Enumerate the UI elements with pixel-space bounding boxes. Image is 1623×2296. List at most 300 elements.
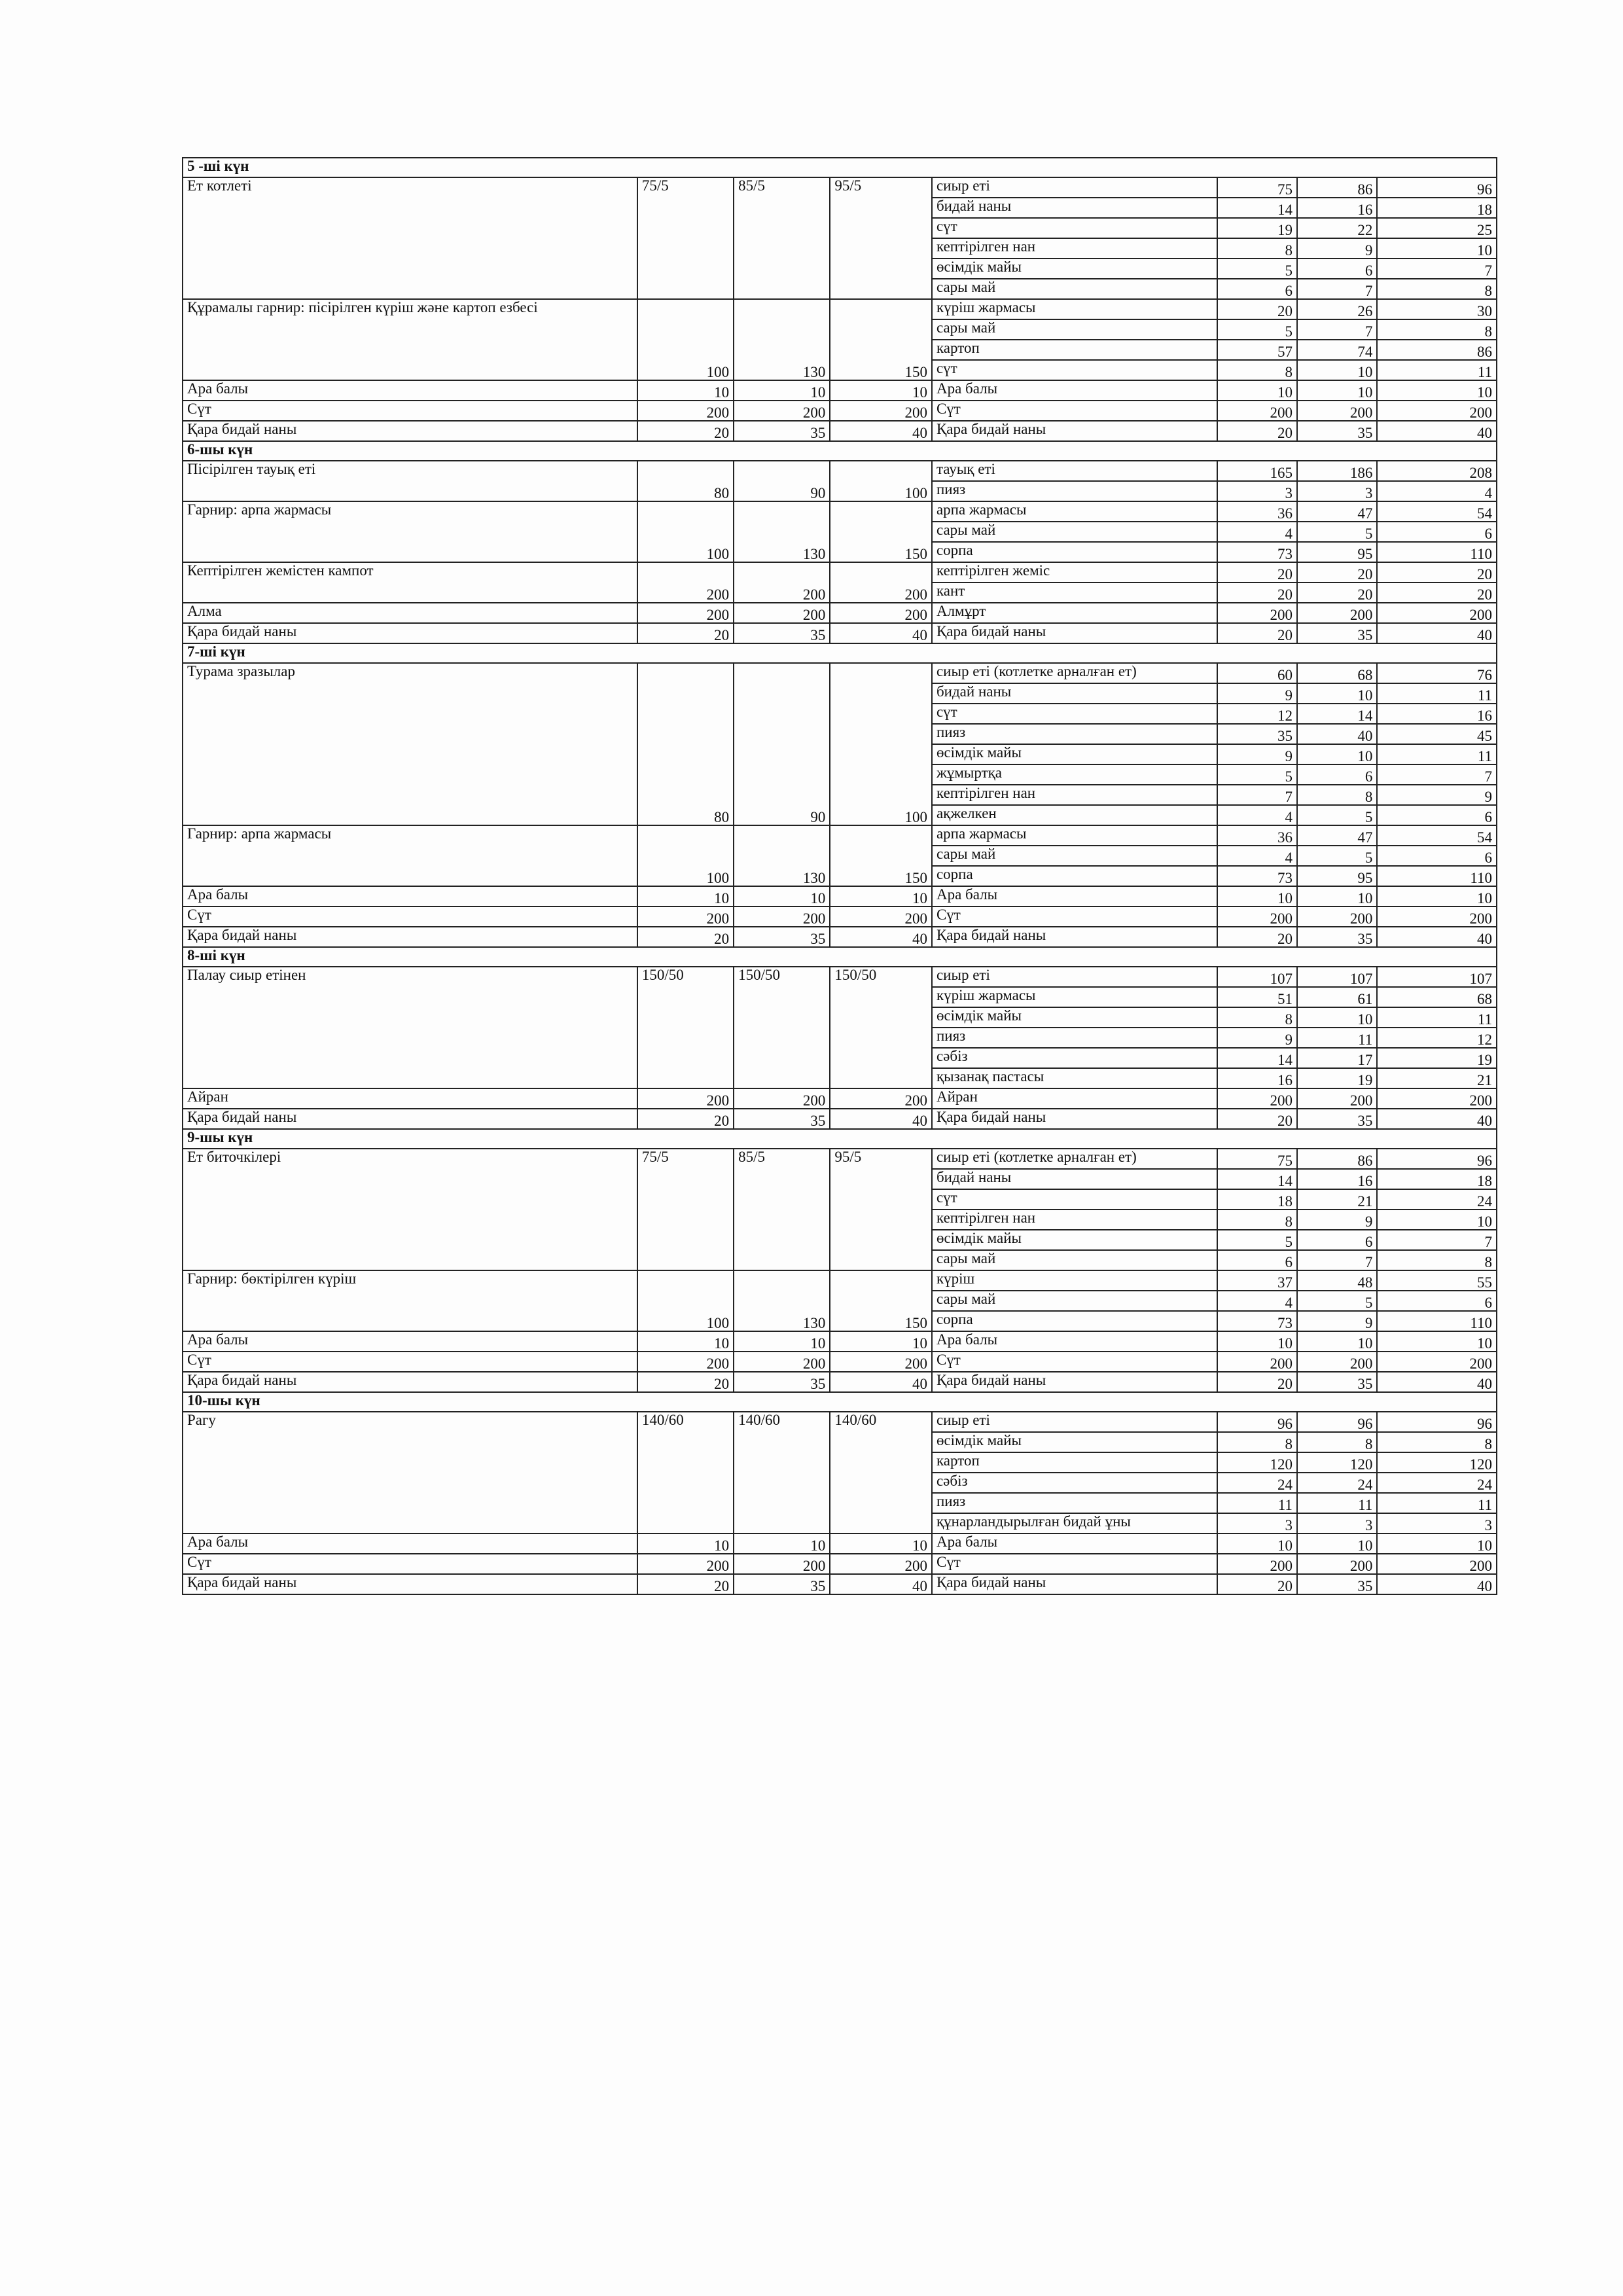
amount-cell: 47	[1297, 825, 1377, 846]
portion-cell: 10	[830, 1331, 932, 1352]
portion-cell: 10	[637, 380, 734, 401]
ingredient-name: Қара бидай наны	[932, 927, 1217, 947]
portion-cell: 200	[637, 906, 734, 927]
amount-cell: 200	[1217, 1088, 1297, 1109]
amount-cell: 24	[1377, 1189, 1497, 1210]
portion-cell: 100	[830, 461, 932, 501]
amount-cell: 20	[1297, 562, 1377, 583]
ingredient-name: Ара балы	[932, 1534, 1217, 1554]
amount-cell: 10	[1377, 1210, 1497, 1230]
amount-cell: 110	[1377, 542, 1497, 562]
ingredient-row	[183, 623, 1497, 643]
portion-cell: 40	[830, 421, 932, 441]
amount-cell: 9	[1297, 238, 1377, 259]
amount-cell: 17	[1297, 1048, 1377, 1068]
amount-cell: 200	[1297, 1352, 1377, 1372]
ingredient-row	[183, 1270, 1497, 1291]
amount-cell: 20	[1297, 583, 1377, 603]
ingredient-name: Айран	[932, 1088, 1217, 1109]
dish-name: Ара балы	[183, 380, 637, 401]
amount-cell: 36	[1217, 501, 1297, 522]
amount-cell: 9	[1297, 1210, 1377, 1230]
amount-cell: 5	[1217, 764, 1297, 785]
amount-cell: 8	[1377, 1432, 1497, 1452]
amount-cell: 120	[1217, 1452, 1297, 1473]
amount-cell: 11	[1377, 1493, 1497, 1513]
amount-cell: 10	[1217, 380, 1297, 401]
amount-cell: 3	[1217, 481, 1297, 501]
portion-cell: 150/50	[830, 967, 932, 1088]
amount-cell: 4	[1217, 805, 1297, 825]
ingredient-name: өсімдік майы	[932, 1007, 1217, 1028]
ingredient-row	[183, 1331, 1497, 1352]
amount-cell: 120	[1377, 1452, 1497, 1473]
amount-cell: 11	[1217, 1493, 1297, 1513]
portion-cell: 130	[734, 825, 830, 886]
amount-cell: 37	[1217, 1270, 1297, 1291]
dish-name: Қара бидай наны	[183, 1574, 637, 1594]
amount-cell: 8	[1217, 238, 1297, 259]
ingredient-name: Ара балы	[932, 886, 1217, 906]
amount-cell: 86	[1297, 177, 1377, 198]
portion-cell: 140/60	[830, 1412, 932, 1534]
portion-cell: 10	[637, 1534, 734, 1554]
amount-cell: 20	[1217, 1109, 1297, 1129]
portion-cell: 10	[734, 1534, 830, 1554]
amount-cell: 10	[1297, 380, 1377, 401]
portion-cell: 75/5	[637, 177, 734, 299]
ingredient-name: құнарландырылған бидай ұны	[932, 1513, 1217, 1534]
amount-cell: 10	[1297, 1007, 1377, 1028]
amount-cell: 20	[1217, 421, 1297, 441]
amount-cell: 19	[1297, 1068, 1377, 1088]
amount-cell: 74	[1297, 340, 1377, 360]
ingredient-name: сүт	[932, 704, 1217, 724]
portion-cell: 200	[637, 562, 734, 603]
portion-cell: 200	[734, 1352, 830, 1372]
ingredient-row	[183, 401, 1497, 421]
amount-cell: 40	[1377, 1372, 1497, 1392]
portion-cell: 200	[830, 1352, 932, 1372]
ingredient-name: Сүт	[932, 906, 1217, 927]
ingredient-row	[183, 663, 1497, 683]
ingredient-name: Сүт	[932, 401, 1217, 421]
portion-cell: 35	[734, 421, 830, 441]
portion-cell: 100	[637, 501, 734, 562]
amount-cell: 40	[1377, 1574, 1497, 1594]
ingredient-name: Алмұрт	[932, 603, 1217, 623]
amount-cell: 6	[1297, 1230, 1377, 1250]
menu-sheet	[182, 157, 1497, 1595]
ingredient-name: пияз	[932, 724, 1217, 744]
amount-cell: 6	[1297, 764, 1377, 785]
amount-cell: 86	[1377, 340, 1497, 360]
portion-cell: 200	[830, 603, 932, 623]
ingredient-name: сары май	[932, 522, 1217, 542]
portion-cell: 85/5	[734, 1149, 830, 1270]
amount-cell: 40	[1377, 623, 1497, 643]
amount-cell: 3	[1297, 1513, 1377, 1534]
portion-cell: 20	[637, 1574, 734, 1594]
amount-cell: 24	[1377, 1473, 1497, 1493]
amount-cell: 5	[1297, 522, 1377, 542]
amount-cell: 10	[1297, 360, 1377, 380]
amount-cell: 8	[1217, 1007, 1297, 1028]
amount-cell: 200	[1217, 1352, 1297, 1372]
portion-cell: 100	[637, 1270, 734, 1331]
amount-cell: 20	[1377, 562, 1497, 583]
ingredient-name: Қара бидай наны	[932, 1109, 1217, 1129]
amount-cell: 30	[1377, 299, 1497, 319]
amount-cell: 7	[1377, 764, 1497, 785]
portion-cell: 35	[734, 623, 830, 643]
portion-cell: 20	[637, 1109, 734, 1129]
ingredient-name: сәбіз	[932, 1473, 1217, 1493]
amount-cell: 19	[1217, 218, 1297, 238]
amount-cell: 7	[1297, 279, 1377, 299]
portion-cell: 150/50	[734, 967, 830, 1088]
day-title: 5 -ші күн	[183, 158, 1497, 177]
ingredient-row	[183, 1412, 1497, 1432]
amount-cell: 68	[1377, 987, 1497, 1007]
portion-cell: 40	[830, 1372, 932, 1392]
amount-cell: 5	[1297, 846, 1377, 866]
amount-cell: 3	[1297, 481, 1377, 501]
amount-cell: 7	[1377, 259, 1497, 279]
ingredient-row	[183, 1534, 1497, 1554]
ingredient-name: сиыр еті	[932, 177, 1217, 198]
portion-cell: 80	[637, 461, 734, 501]
day-header-row	[183, 947, 1497, 967]
amount-cell: 5	[1297, 1291, 1377, 1311]
ingredient-row	[183, 380, 1497, 401]
amount-cell: 8	[1377, 1250, 1497, 1270]
portion-cell: 35	[734, 1109, 830, 1129]
ingredient-name: сорпа	[932, 542, 1217, 562]
portion-cell: 150	[830, 299, 932, 380]
portion-cell: 150	[830, 501, 932, 562]
amount-cell: 73	[1217, 866, 1297, 886]
amount-cell: 8	[1297, 1432, 1377, 1452]
amount-cell: 12	[1217, 704, 1297, 724]
amount-cell: 73	[1217, 542, 1297, 562]
portion-cell: 200	[830, 906, 932, 927]
ingredient-name: өсімдік майы	[932, 259, 1217, 279]
ingredient-name: Ара балы	[932, 1331, 1217, 1352]
portion-cell: 90	[734, 461, 830, 501]
amount-cell: 110	[1377, 866, 1497, 886]
amount-cell: 14	[1217, 198, 1297, 218]
amount-cell: 18	[1377, 1169, 1497, 1189]
amount-cell: 200	[1297, 401, 1377, 421]
dish-name: Ет котлеті	[183, 177, 637, 299]
ingredient-name: өсімдік майы	[932, 1432, 1217, 1452]
amount-cell: 4	[1377, 481, 1497, 501]
amount-cell: 12	[1377, 1028, 1497, 1048]
amount-cell: 20	[1217, 1574, 1297, 1594]
portion-cell: 40	[830, 623, 932, 643]
amount-cell: 10	[1297, 744, 1377, 764]
amount-cell: 35	[1297, 927, 1377, 947]
amount-cell: 5	[1217, 259, 1297, 279]
ingredient-row	[183, 421, 1497, 441]
menu-table	[182, 157, 1497, 1595]
ingredient-row	[183, 461, 1497, 481]
portion-cell: 100	[830, 663, 932, 825]
day-title: 6-шы күн	[183, 441, 1497, 461]
amount-cell: 10	[1377, 886, 1497, 906]
amount-cell: 6	[1377, 846, 1497, 866]
portion-cell: 130	[734, 501, 830, 562]
ingredient-name: өсімдік майы	[932, 1230, 1217, 1250]
ingredient-name: пияз	[932, 481, 1217, 501]
amount-cell: 200	[1297, 1554, 1377, 1574]
amount-cell: 3	[1377, 1513, 1497, 1534]
dish-name: Қара бидай наны	[183, 927, 637, 947]
amount-cell: 11	[1377, 1007, 1497, 1028]
amount-cell: 21	[1297, 1189, 1377, 1210]
dish-name: Рагу	[183, 1412, 637, 1534]
portion-cell: 200	[734, 401, 830, 421]
amount-cell: 6	[1377, 522, 1497, 542]
ingredient-row	[183, 1372, 1497, 1392]
portion-cell: 140/60	[637, 1412, 734, 1534]
amount-cell: 5	[1217, 319, 1297, 340]
portion-cell: 200	[830, 562, 932, 603]
ingredient-name: сары май	[932, 1291, 1217, 1311]
amount-cell: 96	[1297, 1412, 1377, 1432]
ingredient-name: кептірілген нан	[932, 238, 1217, 259]
amount-cell: 200	[1217, 1554, 1297, 1574]
portion-cell: 20	[637, 421, 734, 441]
amount-cell: 110	[1377, 1311, 1497, 1331]
amount-cell: 96	[1217, 1412, 1297, 1432]
ingredient-row	[183, 299, 1497, 319]
amount-cell: 10	[1377, 380, 1497, 401]
amount-cell: 40	[1377, 927, 1497, 947]
amount-cell: 16	[1297, 198, 1377, 218]
ingredient-row	[183, 967, 1497, 987]
ingredient-name: тауық еті	[932, 461, 1217, 481]
amount-cell: 4	[1217, 522, 1297, 542]
ingredient-name: бидай наны	[932, 1169, 1217, 1189]
ingredient-name: Қара бидай наны	[932, 421, 1217, 441]
amount-cell: 20	[1217, 927, 1297, 947]
dish-name: Қара бидай наны	[183, 421, 637, 441]
amount-cell: 86	[1297, 1149, 1377, 1169]
amount-cell: 9	[1217, 1028, 1297, 1048]
portion-cell: 10	[830, 886, 932, 906]
ingredient-name: сиыр еті (котлетке арналған ет)	[932, 1149, 1217, 1169]
ingredient-name: Сүт	[932, 1554, 1217, 1574]
dish-name: Гарнир: арпа жармасы	[183, 501, 637, 562]
portion-cell: 200	[734, 562, 830, 603]
amount-cell: 11	[1377, 744, 1497, 764]
amount-cell: 200	[1217, 401, 1297, 421]
dish-name: Құрамалы гарнир: пісірілген күріш және картоп езбесі	[183, 299, 637, 380]
amount-cell: 10	[1377, 1331, 1497, 1352]
dish-name: Пісірілген тауық еті	[183, 461, 637, 501]
amount-cell: 95	[1297, 542, 1377, 562]
amount-cell: 20	[1217, 562, 1297, 583]
amount-cell: 36	[1217, 825, 1297, 846]
portion-cell: 90	[734, 663, 830, 825]
portion-cell: 20	[637, 1372, 734, 1392]
ingredient-name: арпа жармасы	[932, 501, 1217, 522]
ingredient-name: картоп	[932, 1452, 1217, 1473]
amount-cell: 10	[1297, 1534, 1377, 1554]
portion-cell: 10	[637, 886, 734, 906]
ingredient-row	[183, 177, 1497, 198]
amount-cell: 8	[1377, 319, 1497, 340]
portion-cell: 10	[734, 886, 830, 906]
portion-cell: 200	[734, 906, 830, 927]
amount-cell: 8	[1217, 360, 1297, 380]
amount-cell: 3	[1217, 1513, 1297, 1534]
ingredient-name: сиыр еті	[932, 1412, 1217, 1432]
amount-cell: 51	[1217, 987, 1297, 1007]
amount-cell: 186	[1297, 461, 1377, 481]
day-header-row	[183, 643, 1497, 663]
dish-name: Палау сиыр етінен	[183, 967, 637, 1088]
ingredient-row	[183, 562, 1497, 583]
amount-cell: 10	[1377, 238, 1497, 259]
amount-cell: 16	[1297, 1169, 1377, 1189]
ingredient-name: сары май	[932, 846, 1217, 866]
portion-cell: 10	[830, 1534, 932, 1554]
amount-cell: 11	[1377, 360, 1497, 380]
amount-cell: 165	[1217, 461, 1297, 481]
amount-cell: 200	[1377, 1352, 1497, 1372]
ingredient-name: күріш	[932, 1270, 1217, 1291]
dish-name: Ара балы	[183, 1534, 637, 1554]
amount-cell: 4	[1217, 846, 1297, 866]
ingredient-row	[183, 1574, 1497, 1594]
ingredient-name: сорпа	[932, 866, 1217, 886]
ingredient-name: картоп	[932, 340, 1217, 360]
amount-cell: 10	[1297, 886, 1377, 906]
portion-cell: 200	[637, 1554, 734, 1574]
amount-cell: 40	[1377, 421, 1497, 441]
portion-cell: 35	[734, 1574, 830, 1594]
dish-name: Ара балы	[183, 1331, 637, 1352]
amount-cell: 35	[1297, 1109, 1377, 1129]
ingredient-name: бидай наны	[932, 198, 1217, 218]
portion-cell: 75/5	[637, 1149, 734, 1270]
portion-cell: 100	[637, 299, 734, 380]
amount-cell: 8	[1377, 279, 1497, 299]
amount-cell: 10	[1297, 1331, 1377, 1352]
amount-cell: 35	[1297, 421, 1377, 441]
ingredient-name: сүт	[932, 360, 1217, 380]
day-title: 10-шы күн	[183, 1392, 1497, 1412]
portion-cell: 200	[830, 1088, 932, 1109]
portion-cell: 95/5	[830, 177, 932, 299]
portion-cell: 40	[830, 1574, 932, 1594]
ingredient-name: ақжелкен	[932, 805, 1217, 825]
portion-cell: 130	[734, 299, 830, 380]
amount-cell: 45	[1377, 724, 1497, 744]
amount-cell: 96	[1377, 1412, 1497, 1432]
amount-cell: 26	[1297, 299, 1377, 319]
amount-cell: 75	[1217, 177, 1297, 198]
portion-cell: 85/5	[734, 177, 830, 299]
amount-cell: 107	[1217, 967, 1297, 987]
amount-cell: 11	[1377, 683, 1497, 704]
amount-cell: 76	[1377, 663, 1497, 683]
dish-name: Ет биточкілері	[183, 1149, 637, 1270]
amount-cell: 208	[1377, 461, 1497, 481]
dish-name: Айран	[183, 1088, 637, 1109]
amount-cell: 24	[1297, 1473, 1377, 1493]
amount-cell: 200	[1377, 906, 1497, 927]
ingredient-row	[183, 886, 1497, 906]
dish-name: Гарнир: бөктірілген күріш	[183, 1270, 637, 1331]
portion-cell: 150/50	[637, 967, 734, 1088]
amount-cell: 57	[1217, 340, 1297, 360]
amount-cell: 5	[1217, 1230, 1297, 1250]
day-title: 8-ші күн	[183, 947, 1497, 967]
dish-name: Қара бидай наны	[183, 1372, 637, 1392]
portion-cell: 10	[830, 380, 932, 401]
ingredient-name: сиыр еті	[932, 967, 1217, 987]
amount-cell: 9	[1217, 683, 1297, 704]
amount-cell: 120	[1297, 1452, 1377, 1473]
ingredient-row	[183, 825, 1497, 846]
portion-cell: 10	[637, 1331, 734, 1352]
amount-cell: 14	[1217, 1048, 1297, 1068]
amount-cell: 35	[1217, 724, 1297, 744]
ingredient-name: пияз	[932, 1028, 1217, 1048]
dish-name: Турама зразылар	[183, 663, 637, 825]
ingredient-name: сүт	[932, 1189, 1217, 1210]
amount-cell: 55	[1377, 1270, 1497, 1291]
portion-cell: 200	[734, 603, 830, 623]
amount-cell: 10	[1217, 886, 1297, 906]
dish-name: Сүт	[183, 1352, 637, 1372]
ingredient-name: бидай наны	[932, 683, 1217, 704]
portion-cell: 200	[734, 1088, 830, 1109]
amount-cell: 35	[1297, 1574, 1377, 1594]
amount-cell: 95	[1297, 866, 1377, 886]
amount-cell: 7	[1217, 785, 1297, 805]
amount-cell: 47	[1297, 501, 1377, 522]
amount-cell: 10	[1297, 683, 1377, 704]
amount-cell: 20	[1217, 1372, 1297, 1392]
amount-cell: 10	[1217, 1534, 1297, 1554]
amount-cell: 200	[1377, 1554, 1497, 1574]
amount-cell: 16	[1377, 704, 1497, 724]
amount-cell: 10	[1217, 1331, 1297, 1352]
portion-cell: 200	[637, 1352, 734, 1372]
ingredient-name: күріш жармасы	[932, 299, 1217, 319]
ingredient-row	[183, 906, 1497, 927]
ingredient-name: сиыр еті (котлетке арналған ет)	[932, 663, 1217, 683]
amount-cell: 11	[1297, 1493, 1377, 1513]
portion-cell: 200	[637, 1088, 734, 1109]
amount-cell: 20	[1217, 299, 1297, 319]
portion-cell: 150	[830, 1270, 932, 1331]
ingredient-name: арпа жармасы	[932, 825, 1217, 846]
portion-cell: 140/60	[734, 1412, 830, 1534]
amount-cell: 9	[1217, 744, 1297, 764]
portion-cell: 35	[734, 927, 830, 947]
amount-cell: 7	[1377, 1230, 1497, 1250]
amount-cell: 9	[1297, 1311, 1377, 1331]
amount-cell: 40	[1377, 1109, 1497, 1129]
ingredient-name: сорпа	[932, 1311, 1217, 1331]
ingredient-name: Сүт	[932, 1352, 1217, 1372]
